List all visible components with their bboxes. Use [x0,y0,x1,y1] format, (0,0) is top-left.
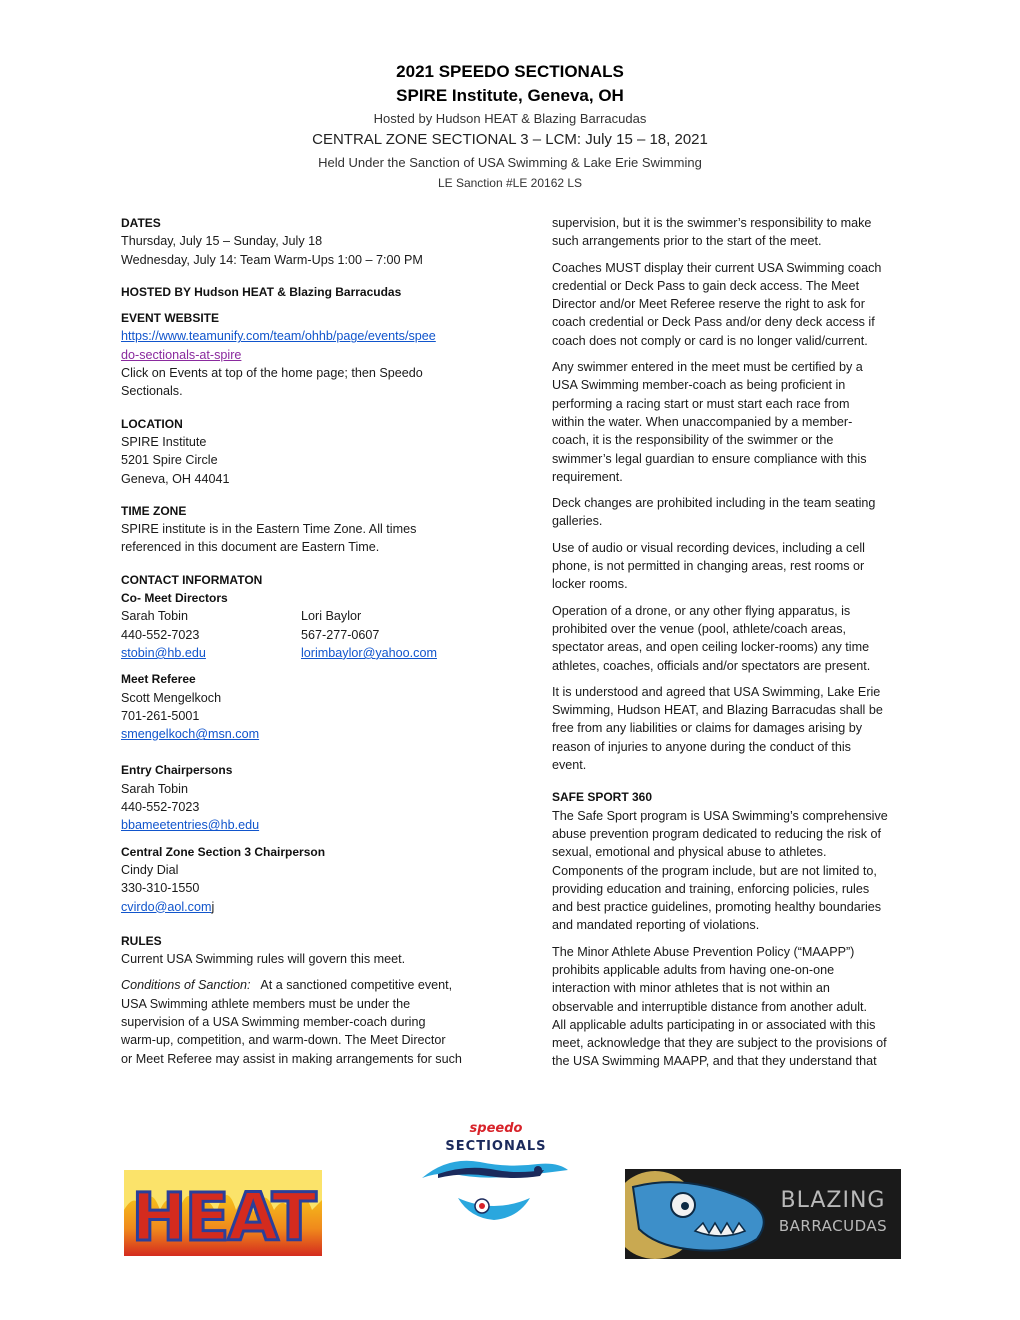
entry-phone: 440-552-7023 [121,800,200,815]
paragraph-line: free from any liabilities or claims for damages arising by [552,721,863,736]
dates-text: Wednesday, July 14: Team Warm-Ups 1:00 – 7:00 PM [121,252,423,267]
paragraph-line: requirement. [552,469,623,484]
safe-sport-heading: SAFE SPORT 360 [552,790,653,805]
heat-logo-text: HEAT [131,1179,315,1256]
co-directors-heading: Co- Meet Directors [121,591,228,606]
swoosh-icon [458,1198,530,1220]
left-column [121,214,496,1068]
paragraph-line: athletes, coaches, officials and/or spectators are present. [552,658,871,673]
paragraph-line: interaction with minor athletes that is not within an [552,981,830,996]
directors-phones-row [121,626,496,644]
swimmer-head-icon [534,1166,542,1174]
entry-email-link[interactable]: bbameetentries@hb.edu [121,818,260,833]
website-note: Click on Events at top of the home page; then Speedo [121,366,423,381]
sanction-line: Held Under the Sanction of USA Swimming & Lake Erie Swimming [318,155,702,170]
paragraph-line: coach, it is the responsibility of the swimmer or the [552,433,834,448]
directors-emails-row [121,644,496,662]
paragraph-line: such arrangements prior to the start of the meet. [552,234,822,249]
director-name: Sarah Tobin [121,609,188,624]
paragraph-line: and mandated reporting of violations. [552,918,760,933]
paragraph-line: the USA Swimming MAAPP, and that they understand that [552,1054,877,1069]
director-email-link[interactable]: stobin@hb.edu [121,645,206,660]
cz-chair-email-tail: j [211,899,215,914]
paragraph-line: supervision, but it is the swimmer’s responsibility to make [552,216,872,230]
timezone-heading: TIME ZONE [121,503,187,518]
sectionals-wordmark: SECTIONALS [445,1139,547,1154]
paragraph-line: The Minor Athlete Abuse Prevention Policy (“MAAPP”) [552,944,855,959]
dates-heading: DATES [121,216,161,230]
conditions-text: USA Swimming athlete members must be under the [121,996,411,1011]
paragraph-line: and best practice guidelines, promoting healthy boundaries [552,900,882,915]
website-link[interactable]: do-sectionals-at-spire [121,347,242,362]
paragraph-line: Coaches MUST display their current USA Swimming coach [552,260,882,275]
speedo-sectionals-logo [418,1118,570,1224]
zone-line: CENTRAL ZONE SECTIONAL 3 – LCM: July 15 – 18, 2021 [312,131,708,148]
conditions-label: Conditions of Sanction: [121,978,251,993]
cz-chair-phone: 330-310-1550 [121,881,200,896]
location-text: SPIRE Institute [121,434,207,449]
hosted-line: Hosted by Hudson HEAT & Blazing Barracudas [373,111,647,126]
conditions-line [121,976,496,994]
timezone-text: referenced in this document are Eastern Time. [121,540,380,555]
website-heading: EVENT WEBSITE [121,311,220,326]
contact-heading: CONTACT INFORMATON [121,572,263,587]
paragraph-line: Use of audio or visual recording devices, including a cell [552,540,865,555]
paragraph-line: performing a racing start or must start each race from [552,396,850,411]
cz-chair-email-link[interactable]: cvirdo@aol.com [121,899,212,914]
referee-email-link[interactable]: smengelkoch@msn.com [121,727,260,742]
referee-heading: Meet Referee [121,672,196,687]
conditions-text: or Meet Referee may assist in making arrangements for such [121,1051,462,1066]
barracuda-graphic [625,1169,901,1259]
paragraph-line: The Safe Sport program is USA Swimming’s comprehensive [552,808,888,823]
paragraph-line: Swimming, Hudson HEAT, and Blazing Barracudas shall be [552,703,883,718]
heat-logo [124,1170,322,1256]
hosted-heading: HOSTED BY Hudson HEAT & Blazing Barracudas [121,284,402,299]
paragraph-line: spectator areas, and open ceiling locker-rooms) any time [552,640,870,655]
paragraph-line: coach does not comply or card is no longer valid/current. [552,333,868,348]
cz-chair-name: Cindy Dial [121,862,179,877]
paragraph-line: Operation of a drone, or any other flying apparatus, is [552,603,851,618]
website-link[interactable]: https://www.teamunify.com/team/ohhb/page/events/spee [121,329,436,344]
paragraph-line: reason of injuries to anyone during the conduct of this [552,739,851,754]
rules-text: Current USA Swimming rules will govern this meet. [121,952,406,967]
blazing-wordmark: BLAZING [780,1188,886,1213]
location-heading: LOCATION [121,416,183,431]
paragraph-line: galleries. [552,514,603,529]
location-text: 5201 Spire Circle [121,453,218,468]
paragraph-line: locker rooms. [552,577,628,592]
blazing-barracudas-logo [625,1169,901,1259]
timezone-text: SPIRE institute is in the Eastern Time Zone. All times [121,522,417,537]
paragraph-line: Any swimmer entered in the meet must be certified by a [552,360,863,375]
director-phone: 567-277-0607 [301,627,380,642]
referee-phone: 701-261-5001 [121,708,200,723]
paragraph-line: meet, acknowledge that they are subject to the provisions of [552,1036,887,1051]
paragraph-line: Director and/or Meet Referee reserve the right to ask for [552,297,865,312]
dates-text: Thursday, July 15 – Sunday, July 18 [121,234,323,249]
paragraph-line: USA Swimming member-coach as being proficient in [552,378,846,393]
paragraph-line: Components of the program include, but are not limited to, [552,863,877,878]
cz-chair-heading: Central Zone Section 3 Chairperson [121,844,326,859]
paragraph-line: Deck changes are prohibited including in the team seating [552,496,876,511]
paragraph-line: prohibits applicable adults from having one-on-one [552,962,835,977]
paragraph-line: coach credential or Deck Pass and/or deny deck access if [552,315,875,330]
usa-swimming-seal-center [479,1203,485,1209]
paragraph-line: prohibited over the venue (pool, athlete/coach areas, [552,621,847,636]
director-name: Lori Baylor [301,609,362,624]
heat-logo-graphic [124,1170,322,1256]
le-sanction-line: LE Sanction #LE 20162 LS [437,176,583,190]
paragraph-line: event. [552,758,587,773]
directors-names-row [121,607,496,625]
paragraph-line: within the water. When unaccompanied by a member- [552,414,853,429]
conditions-text: supervision of a USA Swimming member-coach during [121,1014,426,1029]
entry-name: Sarah Tobin [121,781,188,796]
referee-name: Scott Mengelkoch [121,690,222,705]
website-note: Sectionals. [121,384,183,399]
speedo-sectionals-graphic [418,1118,570,1224]
right-column [552,214,927,1071]
paragraph-line: phone, is not permitted in changing areas, rest rooms or [552,559,865,574]
rules-heading: RULES [121,933,162,948]
entry-heading: Entry Chairpersons [121,763,233,778]
director-email-link[interactable]: lorimbaylor@yahoo.com [301,645,437,660]
director-phone: 440-552-7023 [121,627,200,642]
conditions-text: warm-up, competition, and warm-down. The Meet Director [121,1033,446,1048]
speedo-wordmark: speedo [469,1121,523,1136]
barracudas-wordmark: BARRACUDAS [778,1217,888,1235]
paragraph-line: swimmer’s legal guardian to ensure compliance with this [552,451,867,466]
conditions-text: At a sanctioned competitive event, [250,978,453,993]
paragraph-line: sexual, emotional and physical abuse to athletes. [552,845,827,860]
paragraph-line: credential or Deck Pass to gain deck access. The Meet [552,278,860,293]
paragraph-line: observable and interruptible distance from another adult. [552,999,868,1014]
location-text: Geneva, OH 44041 [121,471,230,486]
paragraph-line: All applicable adults participating in or associated with this [552,1017,876,1032]
cz-chair-email-row [121,898,496,916]
paragraph-line: abuse prevention program dedicated to reducing the risk of [552,826,882,841]
paragraph-line: It is understood and agreed that USA Swimming, Lake Erie [552,684,881,699]
venue-title: SPIRE Institute, Geneva, OH [396,86,624,105]
paragraph-line: providing education and training, enforcing policies, rules [552,881,870,896]
fish-pupil-icon [681,1202,689,1210]
page-title: 2021 SPEEDO SECTIONALS [396,62,624,81]
